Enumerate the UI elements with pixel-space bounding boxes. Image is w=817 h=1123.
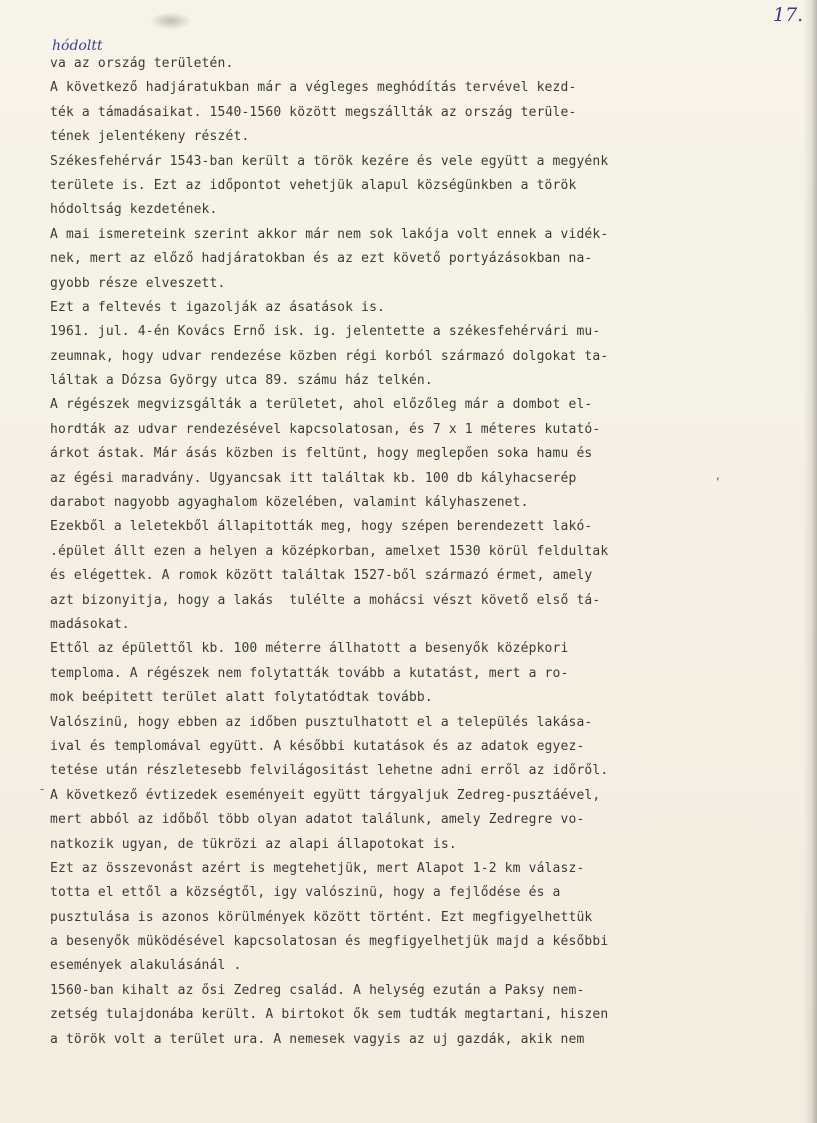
- ink-smudge: [150, 12, 192, 30]
- text-line: Ezt a feltevés t igazolják az ásatások is.: [50, 299, 386, 315]
- text-line: események alakulásánál .: [50, 958, 242, 974]
- text-line: mok beépitett terület alatt folytatódtak tovább.: [50, 690, 433, 706]
- text-line: natkozik ugyan, de tükrözi az alapi állapotokat is.: [50, 836, 457, 852]
- text-line: nek, mert az előző hadjáratokban és az ezt követő portyázásokban na-: [50, 251, 593, 267]
- handwritten-insertion: hódoltt: [52, 38, 103, 54]
- text-line: madásokat.: [50, 616, 130, 632]
- text-line: A mai ismereteink szerint akkor már nem sok lakója volt ennek a vidék-: [50, 226, 609, 242]
- text-line: darabot nagyobb agyaghalom közelében, valamint kályhaszenet.: [50, 495, 529, 511]
- text-line: árkot ástak. Már ásás közben is feltünt, hogy meglepően soka hamu és: [50, 446, 593, 462]
- text-line: tének jelentékeny részét.: [50, 129, 250, 145]
- text-line: láltak a Dózsa György utca 89. számu ház telkén.: [50, 373, 433, 389]
- body-text: [50, 52, 770, 1052]
- margin-dash-mark: -: [40, 782, 45, 796]
- text-line: a török volt a terület ura. A nemesek vagyis az uj gazdák, akik nem: [50, 1031, 585, 1047]
- text-line: Valószinü, hogy ebben az időben pusztulhatott el a település lakása-: [50, 714, 593, 730]
- text-line: zetség tulajdonába került. A birtokot ők sem tudták megtartani, hiszen: [50, 1007, 609, 1023]
- text-line: hordták az udvar rendezésével kapcsolatosan, és 7 x 1 méteres kutató-: [50, 421, 601, 437]
- text-line: Ezt az összevonást azért is megtehetjük, mert Alapot 1-2 km válasz-: [50, 860, 585, 876]
- text-line: tetése után részletesebb felvilágositást lehetne adni erről az időről.: [50, 763, 609, 779]
- text-line: A következő évtizedek eseményeit együtt tárgyaljuk Zedreg-pusztáével,: [50, 787, 601, 803]
- text-line: területe is. Ezt az időpontot vehetjük alapul községünkben a török: [50, 177, 577, 193]
- page-number: 17.: [773, 4, 804, 26]
- text-line: zeumnak, hogy udvar rendezése közben régi korból származó dolgokat ta-: [50, 348, 609, 364]
- text-line: A következő hadjáratukban már a végleges meghódítás tervével kezd-: [50, 80, 577, 96]
- text-line: ték a támadásaikat. 1540-1560 között megszállták az ország terüle-: [50, 104, 577, 120]
- text-line: Székesfehérvár 1543-ban került a török kezére és vele együtt a megyénk: [50, 153, 609, 169]
- text-line: temploma. A régészek nem folytatták tovább a kutatást, mert a ro-: [50, 665, 569, 681]
- text-line: azt bizonyitja, hogy a lakás tulélte a mohácsi vészt követő első tá-: [50, 592, 601, 608]
- text-line: 1961. jul. 4-én Kovács Ernő isk. ig. jelentette a székesfehérvári mu-: [50, 324, 601, 340]
- text-line: gyobb része elveszett.: [50, 275, 226, 291]
- page-edge-shadow: [803, 0, 817, 1123]
- text-line: a besenyők müködésével kapcsolatosan és megfigyelhetjük majd a későbbi: [50, 934, 609, 950]
- text-line: ival és templomával együtt. A későbbi kutatások és az adatok egyez-: [50, 738, 585, 754]
- text-line: va az ország területén.: [50, 56, 234, 71]
- text-line: az égési maradvány. Ugyancsak itt találtak kb. 100 db kályhacserép: [50, 470, 577, 486]
- text-line: Ettől az épülettől kb. 100 méterre állhatott a besenyők középkori: [50, 641, 569, 657]
- text-line: totta el ettől a községtől, igy valószinü, hogy a fejlődése és a: [50, 885, 561, 901]
- text-line: A régészek megvizsgálták a területet, ahol előzőleg már a dombot el-: [50, 397, 593, 413]
- text-line: pusztulása is azonos körülmények között történt. Ezt megfigyelhettük: [50, 909, 593, 925]
- text-line: hódoltság kezdetének.: [50, 202, 218, 218]
- text-line: Ezekből a leletekből állapitották meg, hogy szépen berendezett lakó-: [50, 519, 593, 535]
- margin-tick-mark: ,: [716, 468, 720, 482]
- text-line: és elégettek. A romok között találtak 1527-ből származó érmet, amely: [50, 568, 593, 584]
- text-line: 1560-ban kihalt az ősi Zedreg család. A helység ezután a Paksy nem-: [50, 982, 585, 998]
- text-line: mert abból az időből több olyan adatot találunk, amely Zedregre vo-: [50, 812, 585, 828]
- text-line: .épület állt ezen a helyen a középkorban, amelxet 1530 körül feldultak: [50, 543, 609, 559]
